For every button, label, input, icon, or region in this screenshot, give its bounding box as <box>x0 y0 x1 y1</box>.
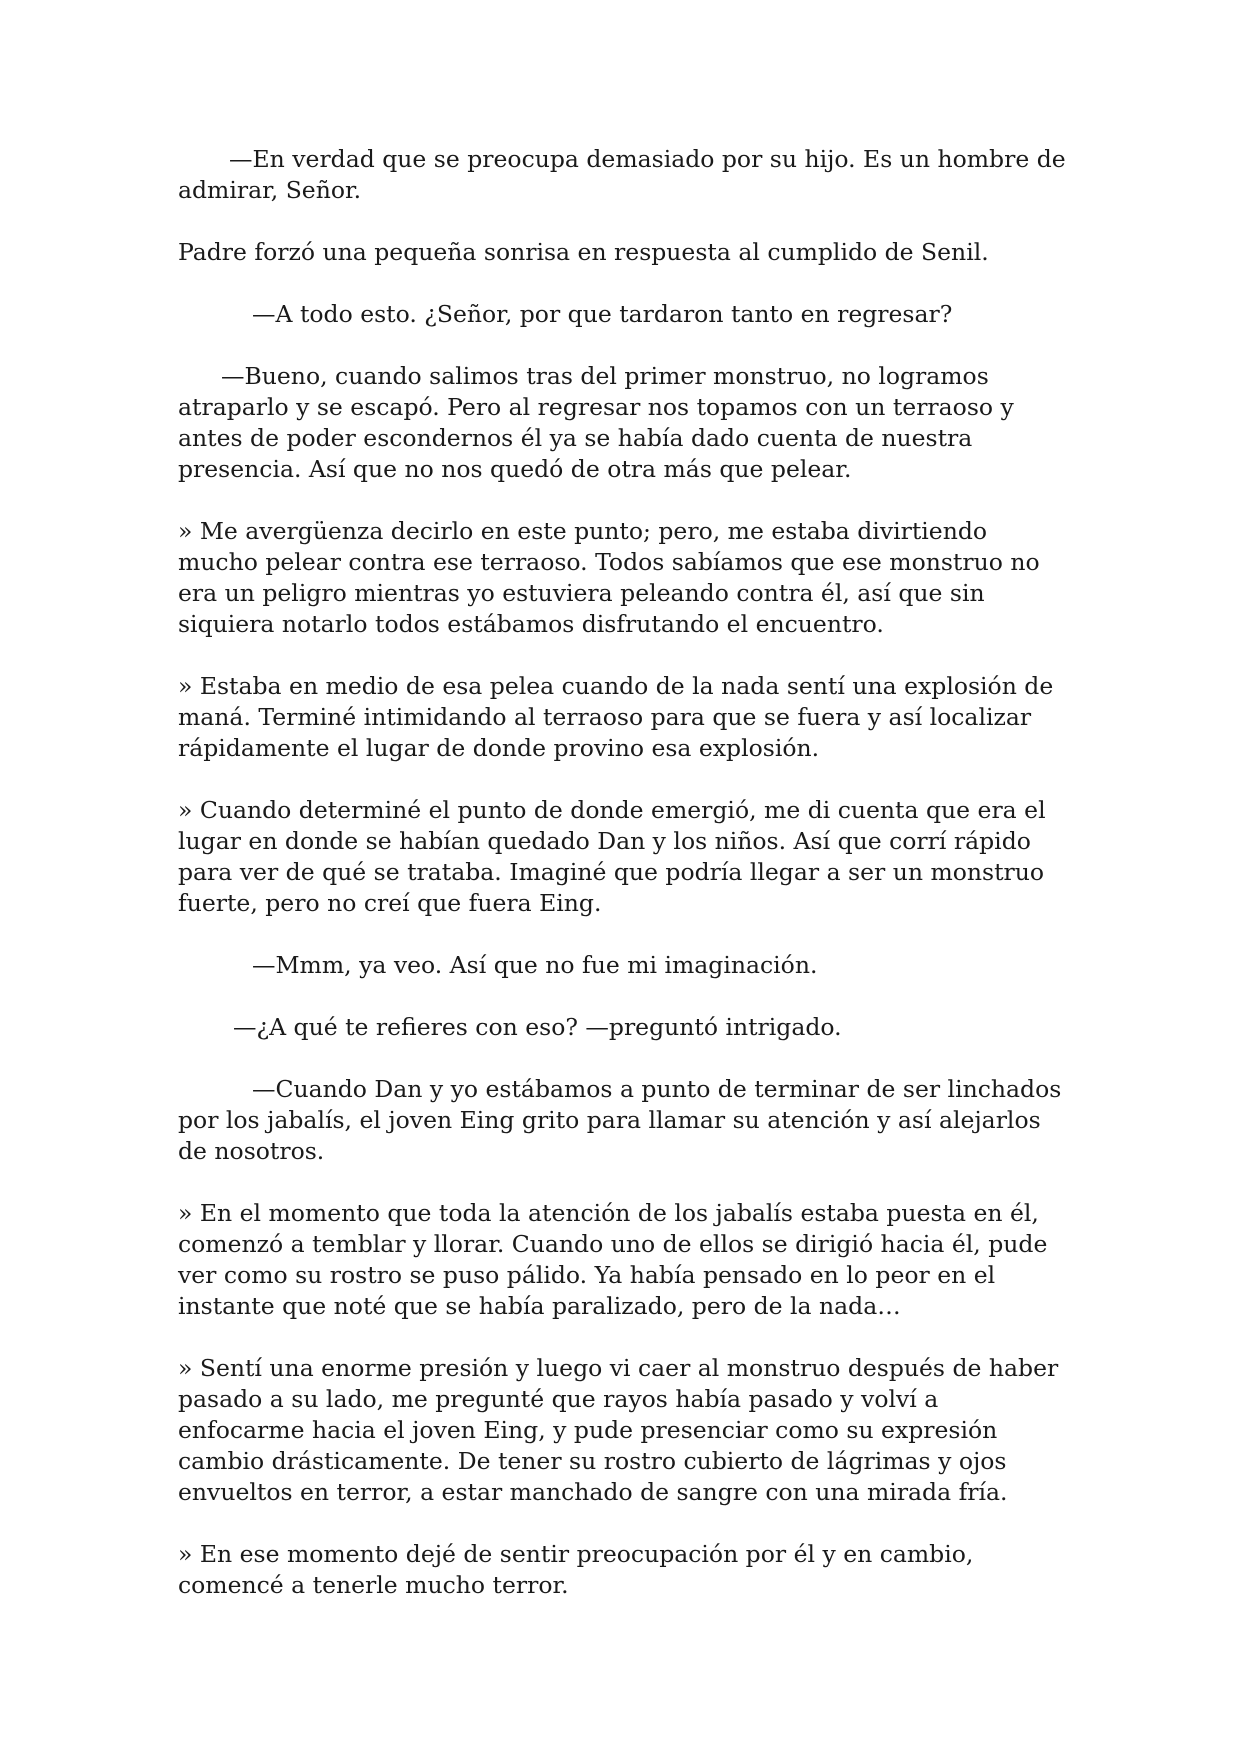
paragraph-8: —Mmm, ya veo. Así que no fue mi imaginación. <box>252 951 818 979</box>
paragraph-7: » Cuando determiné el punto de donde emergió, me di cuenta que era el lugar en donde se habían quedado Dan y los niños. Así que corrí rápido para ver de qué se trataba. Imaginé que podría llegar a ser un monstruo fuerte, pero no creí que fuera Eing. <box>178 796 1046 917</box>
paragraph-10: —Cuando Dan y yo estábamos a punto de terminar de ser linchados por los jabalís, el joven Eing grito para llamar su atención y así alejarlos de nosotros. <box>178 1075 1062 1165</box>
paragraph-9: —¿A qué te refieres con eso? —preguntó intrigado. <box>233 1013 842 1041</box>
paragraph-12: » Sentí una enorme presión y luego vi caer al monstruo después de haber pasado a su lado, me pregunté que rayos había pasado y volví a enfocarme hacia el joven Eing, y pude presenciar como su expresión cambio drásticamente. De tener su rostro cubierto de lágrimas y ojos envueltos en terror, a estar manchado de sangre con una mirada fría. <box>178 1354 1059 1506</box>
paragraph-3: —A todo esto. ¿Señor, por que tardaron tanto en regresar? <box>252 300 953 328</box>
paragraph-13: » En ese momento dejé de sentir preocupación por él y en cambio, comencé a tenerle mucho terror. <box>178 1540 974 1599</box>
paragraph-4: —Bueno, cuando salimos tras del primer monstruo, no logramos atraparlo y se escapó. Pero al regresar nos topamos con un terraoso y antes de poder escondernos él ya se había dado cuenta de nuestra presencia. Así que no nos quedó de otra más que pelear. <box>178 362 1014 483</box>
paragraph-2: Padre forzó una pequeña sonrisa en respuesta al cumplido de Senil. <box>178 238 989 266</box>
paragraph-1: —En verdad que se preocupa demasiado por su hijo. Es un hombre de admirar, Señor. <box>178 145 1066 204</box>
paragraph-11: » En el momento que toda la atención de los jabalís estaba puesta en él, comenzó a temblar y llorar. Cuando uno de ellos se dirigió hacia él, pude ver como su rostro se puso pálido. Ya había pensado en lo peor en el instante que noté que se había paralizado, pero de la nada… <box>178 1199 1048 1320</box>
body-text <box>178 144 1068 1632</box>
paragraph-6: » Estaba en medio de esa pelea cuando de la nada sentí una explosión de maná. Terminé intimidando al terraoso para que se fuera y así localizar rápidamente el lugar de donde provino esa explosión. <box>178 672 1054 762</box>
paragraph-5: » Me avergüenza decirlo en este punto; pero, me estaba divirtiendo mucho pelear contra ese terraoso. Todos sabíamos que ese monstruo no era un peligro mientras yo estuviera peleando contra él, así que sin siquiera notarlo todos estábamos disfrutando el encuentro. <box>178 517 1040 638</box>
